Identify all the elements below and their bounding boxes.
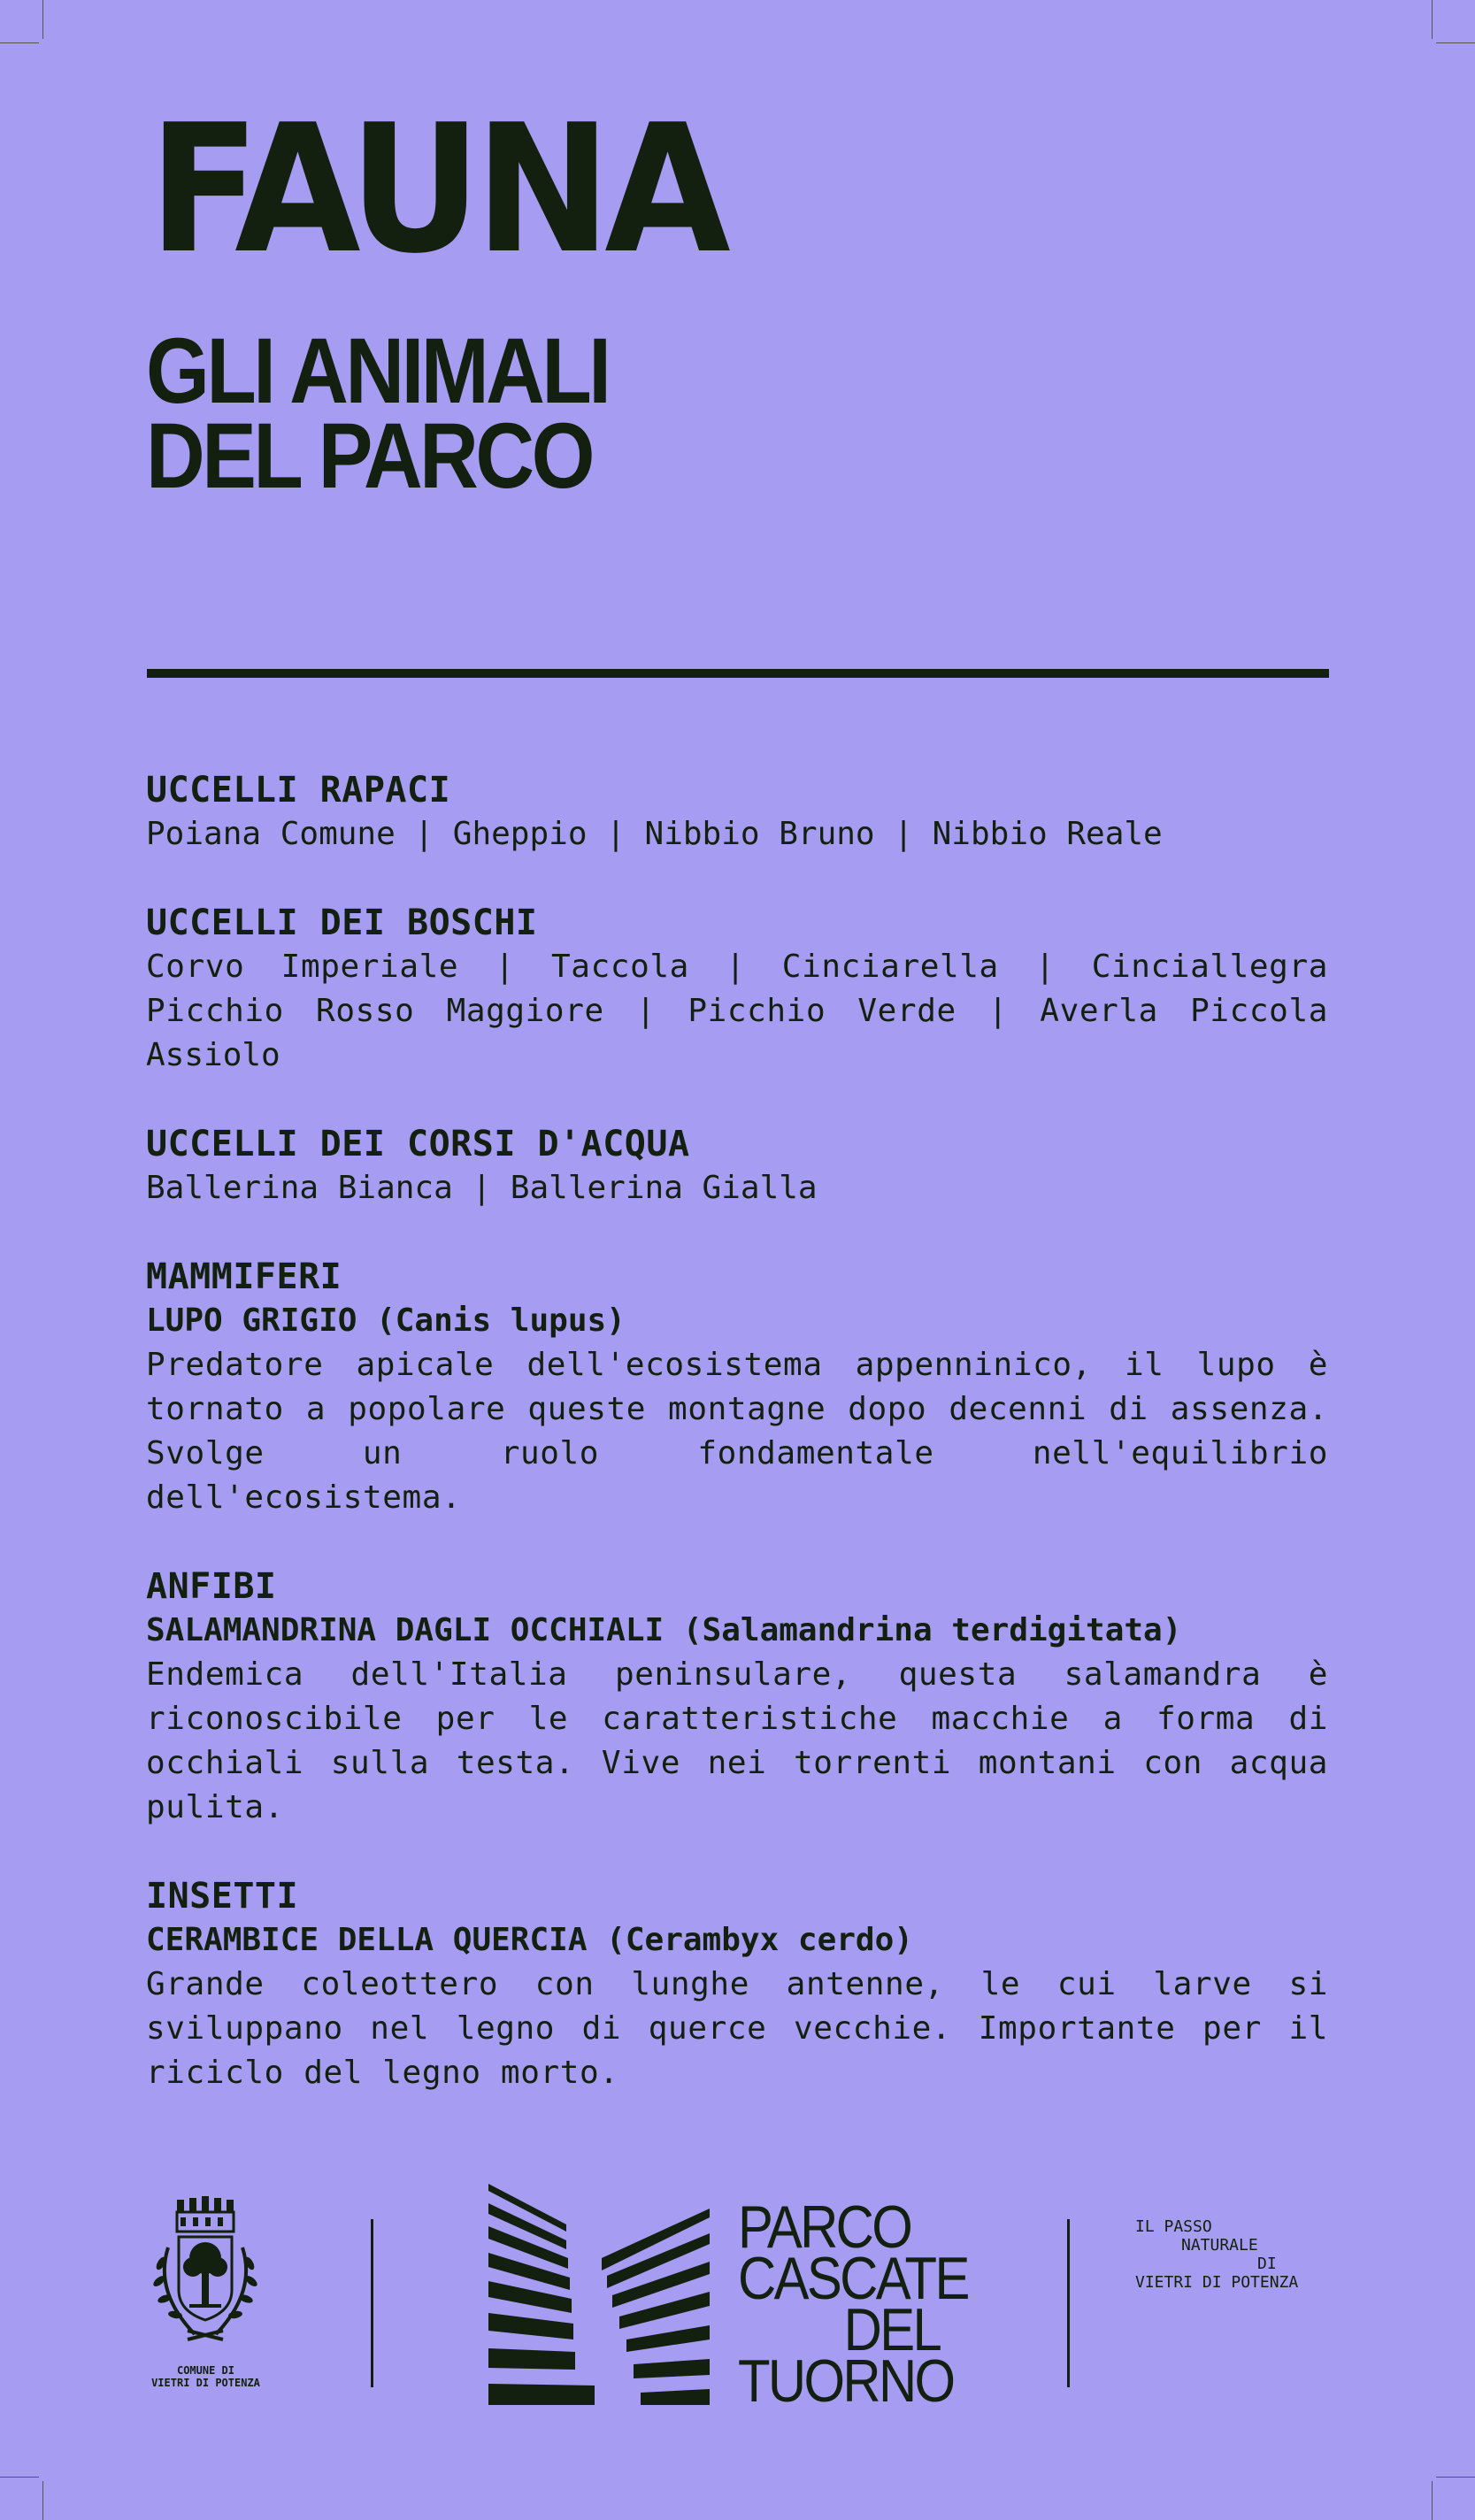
species-line: Poiana Comune | Gheppio | Nibbio Bruno | Nibbio Reale bbox=[146, 816, 1163, 852]
park-name-line: DEL bbox=[843, 2296, 941, 2363]
footer-divider bbox=[1067, 2219, 1070, 2387]
crest-label-line: COMUNE DI bbox=[176, 2364, 235, 2377]
footer-divider bbox=[371, 2219, 373, 2387]
section-mammiferi bbox=[146, 1255, 1328, 1520]
section-heading: ANFIBI bbox=[146, 1566, 277, 1607]
species-description: Endemica dell'Italia peninsulare, questa salamandra è riconoscibile per le caratteristiche macchie a forma di occhiali sulla testa. Vive nei torrenti montani con acqua pulita. bbox=[146, 1656, 1328, 1825]
motto-line: VIETRI DI POTENZA bbox=[1135, 2273, 1299, 2292]
motto-line: NATURALE bbox=[1181, 2236, 1258, 2255]
crop-mark bbox=[0, 2477, 39, 2478]
crop-mark bbox=[42, 0, 43, 39]
species-description: Grande coleottero con lunghe antenne, le cui larve si sviluppano nel legno di querce vecchie. Importante per il riciclo del legno morto. bbox=[146, 1966, 1328, 2091]
municipal-crest-icon bbox=[142, 2194, 270, 2349]
section-uccelli-dei-corsi-dacqua bbox=[146, 1122, 1328, 1210]
species-name: LUPO GRIGIO (Canis lupus) bbox=[146, 1302, 626, 1339]
motto-line: IL PASSO bbox=[1135, 2217, 1212, 2236]
park-name-line: CASCATE bbox=[738, 2245, 968, 2312]
section-uccelli-dei-boschi bbox=[146, 901, 1328, 1078]
page-title: FAUNA bbox=[149, 87, 725, 293]
subtitle-line: DEL PARCO bbox=[146, 404, 592, 508]
section-heading: UCCELLI DEI CORSI D'ACQUA bbox=[146, 1124, 690, 1164]
crop-mark bbox=[1432, 0, 1433, 39]
species-line: Picchio Rosso Maggiore | Picchio Verde | Averla Piccola bbox=[146, 993, 1328, 1029]
section-heading: MAMMIFERI bbox=[146, 1256, 342, 1297]
page-subtitle bbox=[146, 319, 609, 508]
species-line: Ballerina Bianca | Ballerina Gialla bbox=[146, 1170, 818, 1206]
section-insetti bbox=[146, 1874, 1328, 2095]
fauna-list bbox=[146, 768, 1328, 2140]
motto-line: DI bbox=[1257, 2255, 1277, 2273]
title-divider bbox=[147, 669, 1329, 678]
crop-mark bbox=[1432, 2481, 1433, 2520]
species-description: Predatore apicale dell'ecosistema appenninico, il lupo è tornato a popolare queste montagne dopo decenni di assenza. Svolge un ruolo fondamentale nell'equilibrio dell'ecosistema. bbox=[146, 1347, 1328, 1516]
crop-mark bbox=[1436, 2477, 1475, 2478]
park-name-line: PARCO bbox=[738, 2193, 911, 2261]
subtitle-line: GLI ANIMALI bbox=[146, 319, 609, 423]
crest-label bbox=[133, 2364, 279, 2389]
park-cascades-logo-icon bbox=[488, 2184, 714, 2407]
species-line: Assiolo bbox=[146, 1037, 280, 1073]
park-name bbox=[738, 2193, 968, 2415]
crest-label-line: VIETRI DI POTENZA bbox=[151, 2377, 260, 2389]
crop-mark bbox=[0, 42, 39, 43]
crop-mark bbox=[1436, 42, 1475, 43]
species-line: Corvo Imperiale | Taccola | Cinciarella | Cinciallegra bbox=[146, 949, 1328, 985]
section-heading: UCCELLI DEI BOSCHI bbox=[146, 903, 538, 943]
species-name: CERAMBICE DELLA QUERCIA (Cerambyx cerdo) bbox=[146, 1922, 913, 1958]
park-motto bbox=[1135, 2217, 1325, 2292]
section-heading: UCCELLI RAPACI bbox=[146, 770, 451, 811]
section-heading: INSETTI bbox=[146, 1876, 299, 1917]
species-name: SALAMANDRINA DAGLI OCCHIALI (Salamandrina terdigitata) bbox=[146, 1612, 1182, 1648]
crop-mark bbox=[42, 2481, 43, 2520]
park-name-line: TUORNO bbox=[738, 2347, 954, 2415]
section-anfibi bbox=[146, 1564, 1328, 1830]
section-uccelli-rapaci bbox=[146, 768, 1328, 857]
